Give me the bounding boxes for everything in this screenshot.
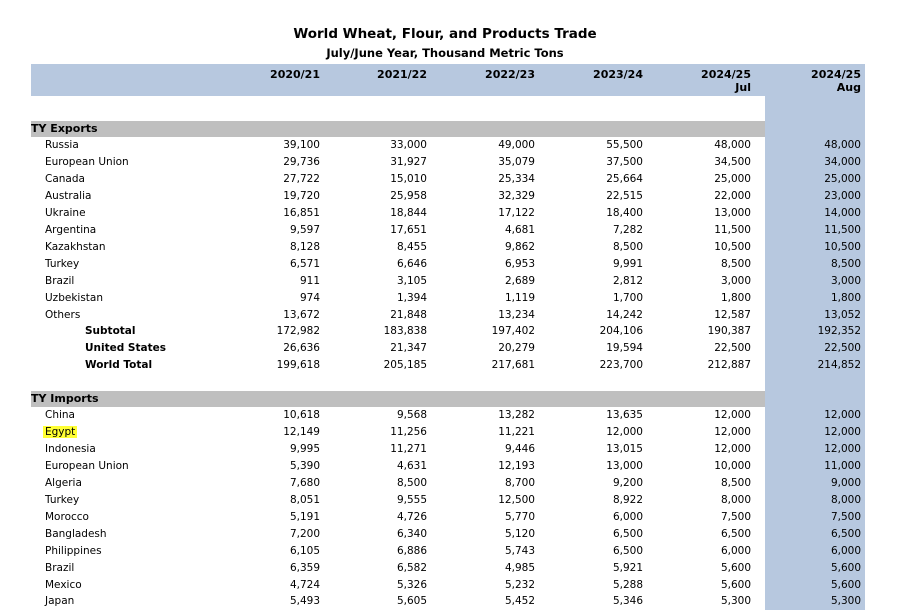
value-cell: 12,000 — [824, 425, 861, 438]
table-row — [0, 239, 903, 256]
column-header — [553, 68, 643, 81]
column-header-year: 2021/22 — [377, 68, 427, 81]
value-cell: 5,300 — [830, 595, 861, 608]
value-cell: 19,720 — [283, 189, 320, 202]
value-cell: 205,185 — [383, 359, 427, 372]
country-name: Kazakhstan — [45, 240, 106, 253]
country-name: Turkey — [45, 493, 80, 506]
country-name: Japan — [45, 595, 75, 608]
value-cell: 35,079 — [498, 155, 535, 168]
value-cell: 1,394 — [396, 291, 427, 304]
column-header — [661, 68, 751, 94]
value-cell: 12,000 — [824, 409, 861, 421]
table-row — [0, 441, 903, 458]
value-cell: 9,555 — [396, 493, 427, 506]
value-cell: 1,800 — [720, 291, 751, 304]
country-name: European Union — [45, 459, 129, 472]
value-cell: 974 — [299, 291, 320, 304]
row-label — [45, 441, 96, 458]
value-cell: 8,500 — [720, 476, 751, 489]
value-cell: 6,500 — [612, 527, 643, 540]
value-cell: 48,000 — [824, 139, 861, 151]
value-cell: 17,122 — [498, 206, 535, 219]
value-cell: 25,000 — [714, 172, 751, 185]
value-cell: 4,681 — [504, 223, 535, 236]
value-cell: 25,664 — [606, 172, 643, 185]
column-header — [230, 68, 320, 81]
country-name: Ukraine — [45, 206, 86, 219]
value-cell: 48,000 — [714, 139, 751, 151]
value-cell: 11,500 — [714, 223, 751, 236]
value-cell: 12,000 — [714, 442, 751, 455]
value-cell: 9,568 — [396, 409, 427, 421]
value-cell: 16,851 — [283, 206, 320, 219]
value-cell: 5,346 — [612, 595, 643, 608]
column-header — [337, 68, 427, 81]
value-cell: 7,500 — [830, 510, 861, 523]
value-cell: 217,681 — [491, 359, 535, 372]
row-label — [45, 560, 74, 577]
value-cell: 5,600 — [830, 578, 861, 591]
value-cell: 5,770 — [504, 510, 535, 523]
value-cell: 1,700 — [612, 291, 643, 304]
total-row — [0, 323, 903, 340]
row-label — [45, 222, 96, 239]
table-row — [0, 577, 903, 594]
value-cell: 9,862 — [504, 240, 535, 253]
country-name: Morocco — [45, 510, 89, 523]
value-cell: 22,515 — [606, 189, 643, 202]
country-name: Australia — [45, 189, 92, 202]
value-cell: 25,958 — [390, 189, 427, 202]
value-cell: 17,651 — [390, 223, 427, 236]
value-cell: 25,000 — [824, 172, 861, 185]
table-row — [0, 290, 903, 307]
column-header-year: 2023/24 — [593, 68, 643, 81]
value-cell: 13,282 — [498, 409, 535, 421]
value-cell: 5,600 — [720, 578, 751, 591]
value-cell: 22,500 — [824, 342, 861, 355]
row-label — [85, 340, 166, 357]
value-cell: 9,200 — [612, 476, 643, 489]
table-row — [0, 458, 903, 475]
value-cell: 5,921 — [612, 561, 643, 574]
country-name: Subtotal — [85, 325, 136, 338]
value-cell: 6,886 — [396, 544, 427, 557]
value-cell: 14,242 — [606, 308, 643, 321]
value-cell: 5,120 — [504, 527, 535, 540]
value-cell: 183,838 — [383, 325, 427, 338]
row-label — [45, 593, 74, 610]
value-cell: 6,571 — [289, 257, 320, 270]
column-header — [445, 68, 535, 81]
country-name: Turkey — [45, 257, 80, 270]
value-cell: 5,600 — [720, 561, 751, 574]
value-cell: 10,000 — [714, 459, 751, 472]
value-cell: 27,722 — [283, 172, 320, 185]
value-cell: 18,400 — [606, 206, 643, 219]
table-row — [0, 137, 903, 154]
table-row — [0, 205, 903, 222]
value-cell: 5,232 — [504, 578, 535, 591]
row-label — [45, 543, 102, 560]
country-name: Uzbekistan — [45, 291, 103, 304]
row-label — [45, 509, 89, 526]
row-label — [45, 577, 82, 594]
row-label — [45, 273, 74, 290]
value-cell: 19,594 — [606, 342, 643, 355]
value-cell: 7,680 — [289, 476, 320, 489]
value-cell: 4,726 — [396, 510, 427, 523]
value-cell: 5,743 — [504, 544, 535, 557]
value-cell: 1,800 — [830, 291, 861, 304]
value-cell: 5,390 — [289, 459, 320, 472]
value-cell: 2,812 — [612, 274, 643, 287]
highlighted-country: Egypt — [45, 425, 76, 438]
value-cell: 11,500 — [824, 223, 861, 236]
value-cell: 190,387 — [707, 325, 751, 338]
table-row — [0, 492, 903, 509]
value-cell: 2,689 — [504, 274, 535, 287]
value-cell: 8,051 — [289, 493, 320, 506]
value-cell: 8,000 — [720, 493, 751, 506]
value-cell: 6,105 — [289, 544, 320, 557]
value-cell: 26,636 — [283, 342, 320, 355]
value-cell: 33,000 — [390, 139, 427, 151]
value-cell: 8,500 — [830, 257, 861, 270]
table-row — [0, 593, 903, 610]
row-label — [45, 239, 106, 256]
value-cell: 5,191 — [289, 510, 320, 523]
value-cell: 6,582 — [396, 561, 427, 574]
value-cell: 6,500 — [720, 527, 751, 540]
value-cell: 11,000 — [824, 459, 861, 472]
country-name: Mexico — [45, 578, 82, 591]
table-row — [0, 307, 903, 324]
value-cell: 12,000 — [714, 409, 751, 421]
value-cell: 6,500 — [830, 527, 861, 540]
row-label — [85, 357, 152, 374]
row-label — [45, 475, 82, 492]
total-row — [0, 357, 903, 374]
value-cell: 8,455 — [396, 240, 427, 253]
value-cell: 8,500 — [720, 257, 751, 270]
value-cell: 22,000 — [714, 189, 751, 202]
section-bar — [31, 391, 765, 407]
table-row — [0, 222, 903, 239]
value-cell: 37,500 — [606, 155, 643, 168]
value-cell: 13,000 — [714, 206, 751, 219]
value-cell: 6,000 — [720, 544, 751, 557]
value-cell: 13,672 — [283, 308, 320, 321]
row-label — [45, 424, 77, 441]
country-name: World Total — [85, 359, 153, 372]
value-cell: 11,221 — [498, 425, 535, 438]
row-label — [45, 307, 80, 324]
table-title: World Wheat, Flour, and Products Trade — [293, 26, 597, 42]
value-cell: 4,724 — [289, 578, 320, 591]
value-cell: 25,334 — [498, 172, 535, 185]
country-name: Argentina — [45, 223, 97, 236]
column-header-month: Aug — [836, 81, 861, 94]
row-label — [45, 407, 75, 424]
value-cell: 13,234 — [498, 308, 535, 321]
country-name: United States — [85, 342, 166, 355]
value-cell: 6,953 — [504, 257, 535, 270]
country-name: Others — [45, 308, 81, 321]
value-cell: 9,991 — [612, 257, 643, 270]
value-cell: 23,000 — [824, 189, 861, 202]
value-cell: 1,119 — [504, 291, 535, 304]
value-cell: 8,922 — [612, 493, 643, 506]
total-row — [0, 340, 903, 357]
table-row — [0, 424, 903, 441]
value-cell: 39,100 — [283, 139, 320, 151]
value-cell: 5,605 — [396, 595, 427, 608]
country-name: Algeria — [45, 476, 82, 489]
value-cell: 204,106 — [599, 325, 643, 338]
value-cell: 12,149 — [283, 425, 320, 438]
table-row — [0, 171, 903, 188]
row-label — [45, 458, 129, 475]
table-row — [0, 543, 903, 560]
value-cell: 13,015 — [606, 442, 643, 455]
value-cell: 197,402 — [491, 325, 535, 338]
value-cell: 55,500 — [606, 139, 643, 151]
section-bar — [31, 121, 765, 137]
value-cell: 4,631 — [396, 459, 427, 472]
value-cell: 34,000 — [824, 155, 861, 168]
value-cell: 10,500 — [714, 240, 751, 253]
value-cell: 7,200 — [289, 527, 320, 540]
value-cell: 199,618 — [276, 359, 320, 372]
country-name: Brazil — [45, 274, 75, 287]
country-name: Russia — [45, 139, 79, 151]
value-cell: 8,700 — [504, 476, 535, 489]
value-cell: 20,279 — [498, 342, 535, 355]
country-name: China — [45, 409, 75, 421]
column-header — [771, 68, 861, 94]
table-row — [0, 526, 903, 543]
value-cell: 3,000 — [830, 274, 861, 287]
value-cell: 6,359 — [289, 561, 320, 574]
table-row — [0, 475, 903, 492]
value-cell: 11,271 — [390, 442, 427, 455]
table-row — [0, 188, 903, 205]
value-cell: 11,256 — [390, 425, 427, 438]
value-cell: 12,587 — [714, 308, 751, 321]
column-header-year: 2024/25 — [701, 68, 751, 81]
value-cell: 3,000 — [720, 274, 751, 287]
column-header-year: 2022/23 — [485, 68, 535, 81]
value-cell: 9,000 — [830, 476, 861, 489]
country-name: Philippines — [45, 544, 102, 557]
row-label — [45, 526, 107, 543]
value-cell: 10,618 — [283, 409, 320, 421]
value-cell: 8,500 — [396, 476, 427, 489]
column-header-year: 2024/25 — [811, 68, 861, 81]
table-row — [0, 407, 903, 424]
row-label — [45, 188, 91, 205]
table-row — [0, 154, 903, 171]
table-row — [0, 560, 903, 577]
value-cell: 13,000 — [606, 459, 643, 472]
value-cell: 5,300 — [720, 595, 751, 608]
column-header-month: Jul — [735, 81, 751, 94]
value-cell: 13,052 — [824, 308, 861, 321]
value-cell: 6,500 — [612, 544, 643, 557]
value-cell: 12,000 — [606, 425, 643, 438]
value-cell: 18,844 — [390, 206, 427, 219]
value-cell: 8,000 — [830, 493, 861, 506]
value-cell: 12,193 — [498, 459, 535, 472]
value-cell: 9,597 — [289, 223, 320, 236]
row-label — [45, 256, 79, 273]
table-row — [0, 273, 903, 290]
value-cell: 4,985 — [504, 561, 535, 574]
value-cell: 22,500 — [714, 342, 751, 355]
value-cell: 6,000 — [612, 510, 643, 523]
value-cell: 49,000 — [498, 139, 535, 151]
value-cell: 32,329 — [498, 189, 535, 202]
value-cell: 192,352 — [817, 325, 861, 338]
value-cell: 5,326 — [396, 578, 427, 591]
value-cell: 21,347 — [390, 342, 427, 355]
value-cell: 212,887 — [707, 359, 751, 372]
row-label — [85, 323, 136, 340]
column-header-year: 2020/21 — [270, 68, 320, 81]
value-cell: 29,736 — [283, 155, 320, 168]
table-row — [0, 509, 903, 526]
value-cell: 7,282 — [612, 223, 643, 236]
section-label: TY Exports — [31, 122, 98, 135]
value-cell: 9,446 — [504, 442, 535, 455]
value-cell: 6,646 — [396, 257, 427, 270]
row-label — [45, 171, 85, 188]
country-name: Indonesia — [45, 442, 96, 455]
value-cell: 10,500 — [824, 240, 861, 253]
value-cell: 12,000 — [824, 442, 861, 455]
value-cell: 21,848 — [390, 308, 427, 321]
table-row — [0, 256, 903, 273]
value-cell: 8,500 — [612, 240, 643, 253]
value-cell: 12,500 — [498, 493, 535, 506]
value-cell: 12,000 — [714, 425, 751, 438]
country-name: Canada — [45, 172, 85, 185]
value-cell: 172,982 — [276, 325, 320, 338]
table-subtitle: July/June Year, Thousand Metric Tons — [326, 46, 564, 60]
row-label — [45, 290, 103, 307]
value-cell: 9,995 — [289, 442, 320, 455]
value-cell: 5,452 — [504, 595, 535, 608]
value-cell: 6,000 — [830, 544, 861, 557]
value-cell: 34,500 — [714, 155, 751, 168]
country-name: European Union — [45, 155, 129, 168]
value-cell: 3,105 — [396, 274, 427, 287]
value-cell: 6,340 — [396, 527, 427, 540]
row-label — [45, 137, 79, 154]
value-cell: 5,288 — [612, 578, 643, 591]
row-label — [45, 492, 79, 509]
country-name: Brazil — [45, 561, 75, 574]
value-cell: 15,010 — [390, 172, 427, 185]
country-name: Bangladesh — [45, 527, 107, 540]
value-cell: 8,128 — [289, 240, 320, 253]
value-cell: 13,635 — [606, 409, 643, 421]
value-cell: 5,493 — [289, 595, 320, 608]
row-label — [45, 205, 86, 222]
value-cell: 31,927 — [390, 155, 427, 168]
value-cell: 223,700 — [599, 359, 643, 372]
value-cell: 14,000 — [824, 206, 861, 219]
row-label — [45, 154, 129, 171]
value-cell: 214,852 — [817, 359, 861, 372]
section-label: TY Imports — [31, 392, 99, 405]
value-cell: 5,600 — [830, 561, 861, 574]
value-cell: 911 — [299, 274, 320, 287]
value-cell: 7,500 — [720, 510, 751, 523]
